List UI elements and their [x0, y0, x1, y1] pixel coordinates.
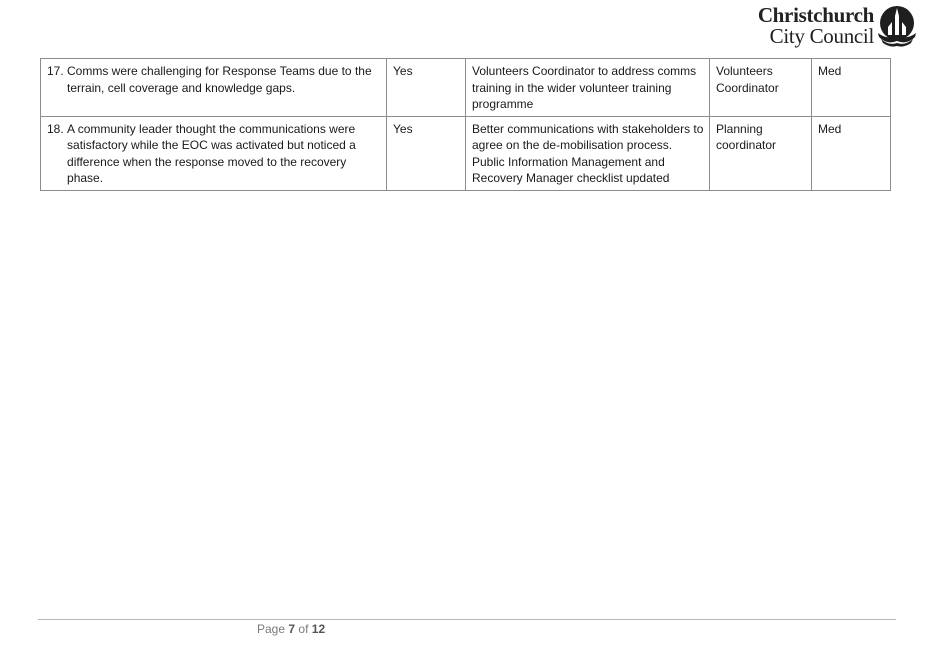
table-row [41, 116, 891, 190]
logo-line-2: City Council [769, 24, 874, 48]
accepted-cell: Yes [387, 59, 466, 117]
page-prefix: Page [257, 622, 286, 636]
owner-cell: Planning coordinator [710, 116, 812, 190]
finding-text: A community leader thought the communications were satisfactory while the EOC was activated but noticed a difference when the response moved to the recovery phase. [67, 121, 356, 185]
finding-cell [41, 116, 387, 190]
of-label: of [298, 622, 309, 636]
finding-number: 17. [47, 64, 68, 78]
logo-wordmark [740, 4, 874, 46]
action-cell: Volunteers Coordinator to address comms training in the wider volunteer training programme [466, 59, 710, 117]
actions-table [40, 58, 891, 191]
current-page: 7 [288, 622, 296, 636]
finding-text: Comms were challenging for Response Teams due to the terrain, cell coverage and knowledge gaps. [67, 64, 372, 95]
priority-cell: Med [812, 59, 891, 117]
finding-cell [41, 59, 387, 117]
action-cell: Better communications with stakeholders to agree on the de-mobilisation process. Public Information Management and Recovery Manager checklist updated [466, 116, 710, 190]
accepted-cell: Yes [387, 116, 466, 190]
total-pages: 12 [311, 622, 326, 636]
priority-cell: Med [812, 116, 891, 190]
council-logo [740, 4, 920, 48]
logo-line-1: Christchurch [757, 3, 874, 27]
cathedral-logo-icon [877, 5, 917, 47]
table-row [41, 59, 891, 117]
page-number [257, 622, 325, 636]
finding-number: 18. [47, 121, 68, 136]
owner-cell: Volunteers Coordinator [710, 59, 812, 117]
footer-divider [38, 619, 896, 620]
